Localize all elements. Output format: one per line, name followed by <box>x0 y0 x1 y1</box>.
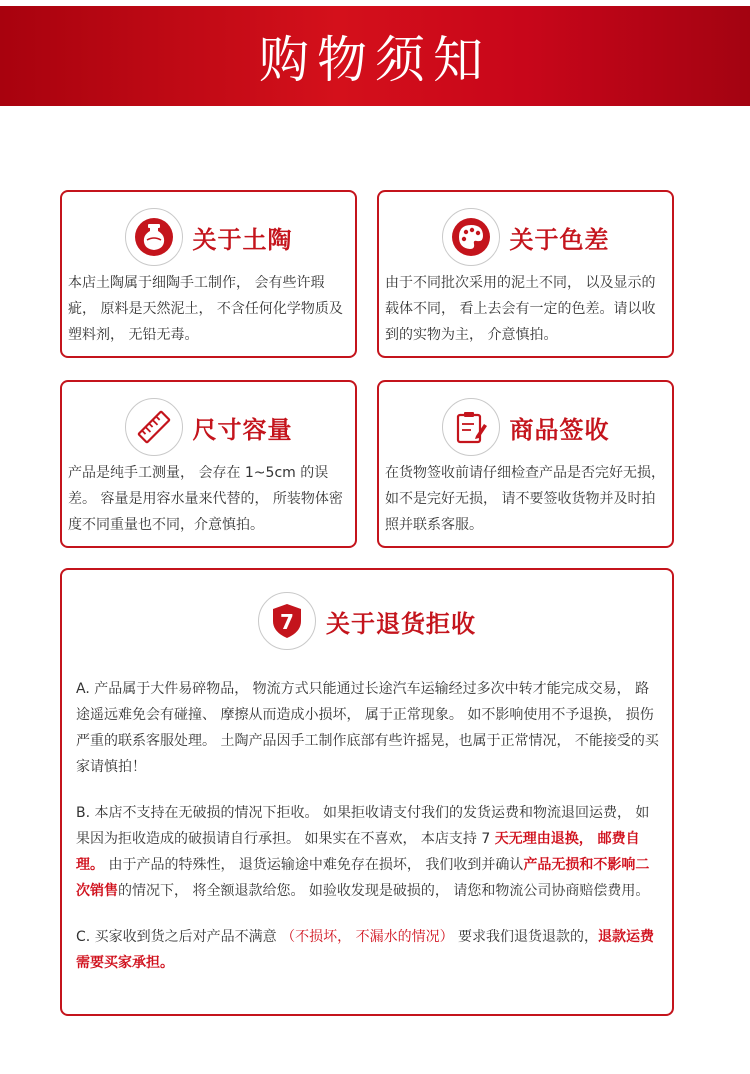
card-text: 在货物签收前请仔细检查产品是否完好无损， 如不是完好无损， 请不要签收货物并及时拍照并联系客服。 <box>385 465 665 533</box>
seven-day-shield-icon <box>258 592 316 650</box>
card-color-difference <box>377 190 674 358</box>
card-title: 商品签收 <box>509 415 610 444</box>
card-title: 尺寸容量 <box>192 415 293 444</box>
card-text: 本店土陶属于细陶手工制作， 会有些许瑕疵， 原料是天然泥土， 不含任何化学物质及塑料剂， 无铅无毒。 <box>68 275 343 343</box>
card-title: 关于色差 <box>509 225 610 254</box>
card-about-pottery <box>60 190 357 358</box>
card-header <box>379 398 672 456</box>
returns-para-c: C. 买家收到货之后对产品不满意 （不损坏， 不漏水的情况） 要求我们退货退款的，退款运费需要买家承担。 <box>76 929 655 971</box>
card-header <box>62 398 355 456</box>
card-header <box>379 208 672 266</box>
clipboard-icon <box>442 398 500 456</box>
ruler-icon <box>125 398 183 456</box>
card-returns <box>60 568 674 1016</box>
palette-icon <box>442 208 500 266</box>
card-title: 关于退货拒收 <box>326 609 476 638</box>
card-text: 产品是纯手工测量， 会存在 1~5cm 的误差。 容量是用容水量来代替的， 所装物体密度不同重量也不同，介意慎拍。 <box>68 465 343 533</box>
highlight-text: 天无理由退换， 邮费自理。 <box>76 831 640 873</box>
highlight-text: 产品无损和不影响二次销售 <box>76 857 650 899</box>
highlight-text: 退款运费需要买家承担。 <box>76 929 655 971</box>
card-size-capacity <box>60 380 357 548</box>
header-banner <box>0 6 750 106</box>
returns-para-a: A. 产品属于大件易碎物品， 物流方式只能通过长途汽车运输经过多次中转才能完成交易， 路途遥远难免会有碰撞、 摩擦从而造成小损坏， 属于正常现象。 如不影响使用不予退换， 损伤严重的联系客服处理。 土陶产品因手工制作底部有些许摇晃，也属于正常情况， 不能接受的买家请慎拍！ <box>76 681 659 775</box>
card-text: 由于不同批次采用的泥土不同， 以及显示的载体不同， 看上去会有一定的色差。请以收到的实物为主， 介意慎拍。 <box>385 275 656 343</box>
card-receipt-signing <box>377 380 674 548</box>
returns-para-b: B. 本店不支持在无破损的情况下拒收。 如果拒收请支付我们的发货运费和物流退回运费， 如果因为拒收造成的破损请自行承担。 如果实在不喜欢， 本店支持 7 天无理由退换， 邮费自理。 由于产品的特殊性， 退货运输途中难免存在损坏， 我们收到并确认产品无损和不影响二次销售的情况下， 将全额退款给您。 如验收发现是破损的， 请您和物流公司协商赔偿费用。 <box>76 805 650 899</box>
returns-body <box>76 676 660 996</box>
svg-text:7: 7 <box>280 610 294 634</box>
page-title: 购物须知 <box>259 31 491 89</box>
card-header <box>62 208 355 266</box>
card-header <box>62 592 672 650</box>
card-title: 关于土陶 <box>192 225 293 254</box>
highlight-text: （不损坏， 不漏水的情况） <box>281 929 454 945</box>
vase-icon <box>125 208 183 266</box>
